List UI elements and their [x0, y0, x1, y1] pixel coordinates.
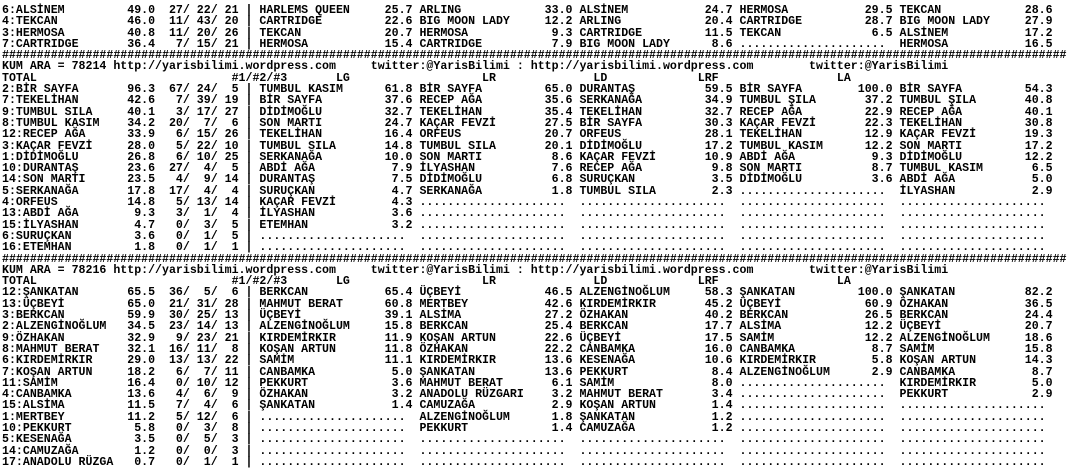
section-kum-ara-78214 [2, 50, 1077, 253]
hash-separator: ######################################################################################################################################################### [2, 252, 1067, 266]
table-row: 6:KIRDEMİRKIR 29.0 13/ 13/ 22 | SAMİM 11.1 KIRDEMİRKIR 13.6 KESENAĞA 10.6 KIRDEMİRKIR 5.8 KOŞAN ARTUN 14.3 [2, 354, 1060, 368]
table-row: 13:ÜÇBEYİ 65.0 21/ 31/ 28 | MAHMUT BERAT 60.8 MERTBEY 42.6 KIRDEMİRKIR 45.2 ÜÇBEYİ 60.9 ÖZHAKAN 36.5 [2, 297, 1060, 311]
table-row: 15:İLYASHAN 4.7 0/ 3/ 5 | ETEMHAN 3.2 ..................... ..................... ..................... ..................... [2, 218, 1060, 232]
table-row: 13:ABDİ AĞA 9.3 3/ 1/ 4 | İLYASHAN 3.6 ..................... ..................... ..................... ..................... [2, 207, 1060, 221]
table-row: 9:TUMBUL SILA 40.1 3/ 17/ 27 | DİDİMOĞLU 32.7 TEKELİHAN 35.4 TEKELİHAN 32.7 RECEP AĞA 22.9 RECEP AĞA 40.1 [2, 105, 1060, 119]
table-row: 2:BİR SAYFA 96.3 67/ 24/ 5 | TUMBUL KASIM 61.8 BİR SAYFA 65.0 DURANTAŞ 59.5 BİR SAYFA 100.0 BİR SAYFA 54.3 [2, 83, 1060, 97]
table-row: 6:ALSİNEM 49.0 27/ 22/ 21 | HARLEMS QUEEN 25.7 ARLING 33.0 ALSİNEM 24.7 HERMOSA 29.5 TEKCAN 28.6 [2, 4, 1060, 17]
table-row: 7:TEKELİHAN 42.6 7/ 39/ 19 | BİR SAYFA 37.6 RECEP AĞA 35.6 SERKANAĞA 34.9 TUMBUL ŞILA 37.2 TUMBUL ŞILA 40.8 [2, 94, 1060, 108]
section-kum-ara-78216 [2, 254, 1077, 469]
table-row: 4:TEKCAN 46.0 11/ 43/ 20 | CARTRIDGE 22.6 BIG MOON LADY 12.2 ARLING 20.4 CARTRIDGE 28.7 BIG MOON LADY 27.9 [2, 15, 1060, 29]
table-row: 2:ALZENGİNOĞLUM 34.5 23/ 14/ 13 | ALZENGİNOĞLUM 15.8 BERKCAN 25.4 BERKCAN 17.7 ALSİMA 12.2 ÜÇBEYİ 20.7 [2, 320, 1060, 334]
table-row: 7:KOŞAN ARTUN 18.2 6/ 7/ 11 | CANBAMKA 5.0 ŞANKATAN 13.6 PEKKURT 8.4 ALZENGİNOĞLUM 2.9 CANBAMKA 8.7 [2, 365, 1060, 379]
table-row: 11:SAMİM 16.4 0/ 10/ 12 | PEKKURT 3.6 MAHMUT BERAT 6.1 SAMİM 8.0 ..................... KIRDEMİRKIR 5.0 [2, 376, 1060, 390]
table-row: 1:DİDİMOĞLU 26.8 6/ 10/ 25 | SERKANAĞA 10.0 SON MARTI 8.6 KAÇAR FEVZİ 10.9 ABDİ AĞA 9.3 DİDİMOĞLU 12.2 [2, 150, 1060, 164]
table-row: 3:BERKCAN 59.9 30/ 25/ 13 | ÜÇBEYİ 39.1 ALSİMA 27.2 ÖZHAKAN 40.2 BERKCAN 26.5 BERKCAN 24.4 [2, 309, 1060, 323]
table-row: 8:MAHMUT BERAT 32.1 16/ 11/ 8 | KOŞAN ARTUN 11.8 ÖZHAKAN 22.2 CANBAMKA 16.0 CANBAMKA 8.7 SAMİM 15.8 [2, 342, 1060, 356]
column-header-line: TOTAL #1/#2/#3 LG LR LD LRF LA [2, 71, 1060, 85]
table-row: 9:ÖZHAKAN 32.9 9/ 23/ 21 | KIRDEMİRKIR 11.9 KOŞAN ARTUN 22.6 ÜÇBEYİ 17.5 SAMİM 12.2 ALZENGİNOĞLUM 18.6 [2, 331, 1060, 345]
table-row: 12:ŞANKATAN 65.5 36/ 5/ 6 | BERKCAN 65.4 ÜÇBEYİ 46.5 ALZENGİNOĞLUM 58.3 ŞANKATAN 100.0 ŞANKATAN 82.2 [2, 286, 1060, 300]
table-row: 3:KAÇAR FEVZİ 28.0 5/ 22/ 10 | TUMBUL SILA 14.8 TUMBUL SILA 20.1 DİDİMOĞLU 17.2 TUMBUL KASIM 12.2 SON MARTI 17.2 [2, 139, 1060, 153]
table-row: 6:SURUÇKAN 3.6 0/ 1/ 5 | ..................... ..................... ..................... ..................... ..................... [2, 229, 1060, 243]
table-row: 1:MERTBEY 11.2 5/ 12/ 6 | ..................... ALZENGİNOĞLUM 1.8 ŞANKATAN 1.2 ..................... ..................... [2, 410, 1060, 424]
table-row: 14:SON MARTI 23.5 4/ 9/ 14 | DURANTAŞ 7.5 DİDİMOĞLU 6.8 SURUÇKAN 3.5 DİDİMOĞLU 3.6 ABDİ AĞA 5.0 [2, 173, 1060, 187]
table-row: 14:CAMUZAĞA 1.2 0/ 0/ 3 | ..................... ..................... ..................... ..................... ..................... [2, 444, 1060, 458]
kum-ara-info-line: KUM ARA = 78214 http://yarisbilimi.wordpress.com twitter:@YarisBilimi : http://yarisbilimi.wordpress.com twitter:@YarisBilimi [2, 60, 949, 74]
table-row: 3:HERMOSA 40.8 11/ 20/ 26 | TEKCAN 20.7 HERMOSA 9.3 CARTRIDGE 11.5 TEKCAN 6.5 ALSİNEM 17.2 [2, 26, 1060, 40]
table-row: 16:ETEMHAN 1.8 0/ 1/ 1 | ..................... ..................... ..................... ..................... ..................... [2, 241, 1060, 255]
kum-ara-info-line: KUM ARA = 78216 http://yarisbilimi.wordpress.com twitter:@YarisBilimi : http://yarisbilimi.wordpress.com twitter:@YarisBilimi [2, 263, 949, 277]
table-row: 5:KESENAĞA 3.5 0/ 5/ 3 | ..................... ..................... ..................... ..................... ..................... [2, 433, 1060, 447]
table-row: 12:RECEP AĞA 33.9 6/ 15/ 26 | TEKELİHAN 16.4 ORFEUS 20.7 ORFEUS 28.1 TEKELİHAN 12.9 KAÇAR FEVZİ 19.3 [2, 128, 1060, 142]
hash-separator: ######################################################################################################################################################### [2, 49, 1067, 63]
table-row: 5:SERKANAĞA 17.8 17/ 4/ 4 | SURUÇKAN 4.7 SERKANAĞA 1.8 TUMBUL SILA 2.3 ..................... İLYASHAN 2.9 [2, 184, 1060, 198]
column-header-line: TOTAL #1/#2/#3 LG LR LD LRF LA [2, 275, 1060, 289]
table-row: 10:DURANTAŞ 23.6 27/ 4/ 5 | ABDİ AĞA 7.9 İLYASHAN 7.6 RECEP AĞA 9.8 SON MARTI 8.7 TUMBUL KASIM 6.5 [2, 162, 1060, 176]
table-row: 17:ANADOLU RÜZGA 0.7 0/ 1/ 1 | ..................... ..................... ..................... ..................... ..................... [2, 455, 1060, 469]
section-top-partial-table [2, 5, 1077, 50]
table-row: 4:ORFEUS 14.8 5/ 13/ 14 | KAÇAR FEVZİ 4.3 ..................... ..................... ..................... ..................... [2, 196, 1060, 210]
table-row: 15:ALSİMA 11.5 7/ 4/ 6 | ŞANKATAN 1.4 CAMUZAĞA 2.9 KOŞAN ARTUN 1.4 ..................... ..................... [2, 399, 1060, 413]
table-row: 7:CARTRIDGE 36.4 7/ 15/ 21 | HERMOSA 15.4 CARTRIDGE 7.9 BIG MOON LADY 8.6 ..................... HERMOSA 16.5 [2, 37, 1060, 51]
table-row: 10:PEKKURT 5.8 0/ 3/ 8 | ..................... PEKKURT 1.4 CAMUZAĞA 1.2 ..................... ..................... [2, 421, 1060, 435]
table-row: 4:CANBAMKA 13.6 4/ 6/ 9 | ÖZHAKAN 3.2 ANADOLU RÜZGARI 3.2 MAHMUT BERAT 3.4 ..................... PEKKURT 2.9 [2, 388, 1060, 402]
table-row: 8:TUMBUL KASIM 34.2 20/ 7/ 6 | SON MARTI 24.7 KAÇAR FEVZİ 27.5 BİR SAYFA 30.3 KAÇAR FEVZİ 22.3 TEKELİHAN 30.8 [2, 116, 1060, 130]
